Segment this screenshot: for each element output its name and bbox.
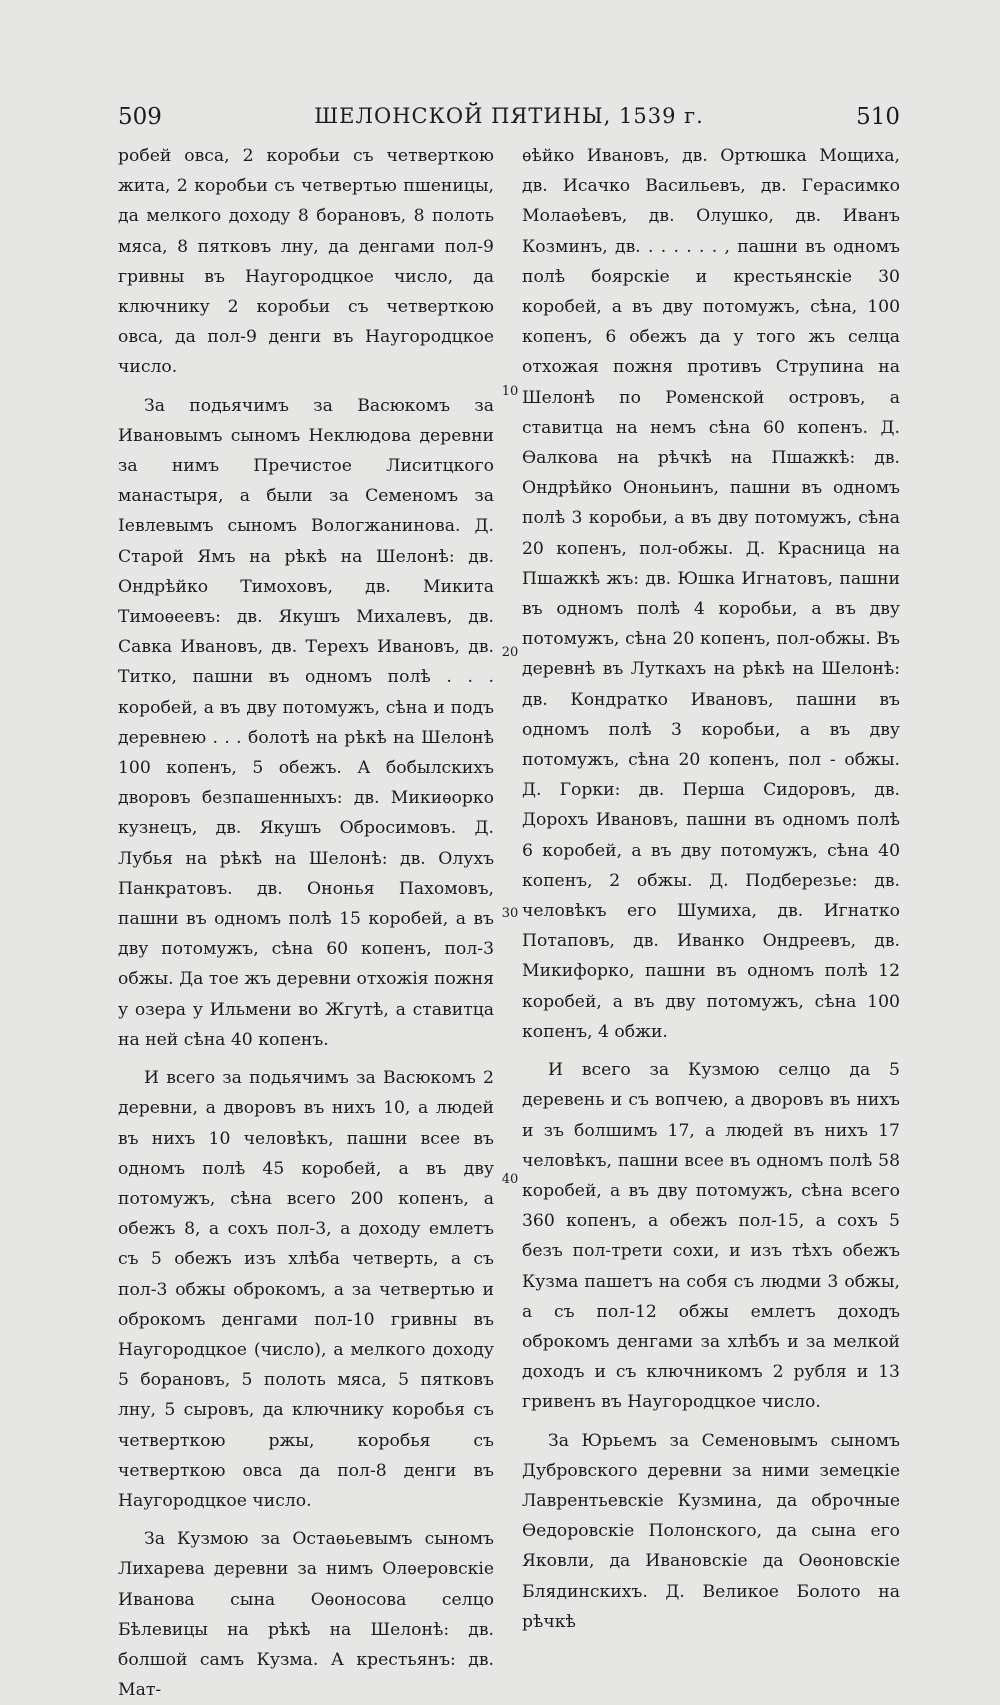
page-number-left: 509 — [118, 104, 162, 130]
paragraph: ѳѣйко Ивановъ, дв. Ортюшка Мощиха, дв. Исачко Васильевъ, дв. Герасимко Молаѳѣевъ, дв. Олушко, дв. Иванъ Козминъ, дв. . . . . . . , пашни въ одномъ полѣ боярскіе и крестьянскіе 30 коробей, а въ дву потомужъ, сѣна, 100 копенъ, 6 обежъ да у того жъ селца отхожая пожня противъ Струпина на Шелонѣ по Роменской островъ, а ставитца на немъ сѣна 60 копенъ. Д. Ѳалкова на рѣчкѣ на Пшажкѣ: дв. Ондрѣйко Ононьинъ, пашни въ одномъ полѣ 3 коробьи, а въ дву потомужъ, сѣна 20 копенъ, пол-обжы. Д. Красница на Пшажкѣ жъ: дв. Юшка Игнатовъ, пашни въ одномъ полѣ 4 коробьи, а въ дву потомужъ, сѣна 20 копенъ, пол-обжы. Въ деревнѣ въ Луткахъ на рѣкѣ на Шелонѣ: дв. Кондратко Ивановъ, пашни въ одномъ полѣ 3 коробьи, а въ дву потомужъ, сѣна 20 копенъ, пол - обжы. Д. Горки: дв. Перша Сидоровъ, дв. Дорохъ Ивановъ, пашни въ одномъ полѣ 6 коробей, а въ дву потомужъ, сѣна 40 копенъ, 2 обжы. Д. Подберезье: дв. человѣкъ его Шумиха, дв. Игнатко Потаповъ, дв. Иванко Ондреевъ, дв. Микифорко, пашни въ одномъ полѣ 12 коробей, а въ дву потомужъ, сѣна 100 копенъ, 4 обжи. — [522, 146, 900, 1042]
page-number-right: 510 — [856, 104, 900, 130]
running-title: ШЕЛОНСКОЙ ПЯТИНЫ, 1539 г. — [314, 104, 704, 128]
paragraph: За подьячимъ за Васюкомъ за Ивановымъ сыномъ Неклюдова деревни за нимъ Пречистое Лиситцкого манастыря, а были за Семеномъ за Іевлевымъ сыномъ Вологжанинова. Д. Старой Ямъ на рѣкѣ на Шелонѣ: дв. Ондрѣйко Тимоховъ, дв. Микита Тимоѳеевъ: дв. Якушъ Михалевъ, дв. Савка Ивановъ, дв. Терехъ Ивановъ, дв. Титко, пашни въ одномъ полѣ . . . коробей, а въ дву потомужъ, сѣна и подъ деревнею . . . болотѣ на рѣкѣ на Шелонѣ 100 копенъ, 5 обежъ. А бобылскихъ дворовъ безпашенныхъ: дв. Микиѳорко кузнецъ, дв. Якушъ Обросимовъ. Д. Лубья на рѣкѣ на Шелонѣ: дв. Олухъ Панкратовъ. дв. Ононья Пахомовъ, пашни въ одномъ полѣ 15 коробей, а въ дву потомужъ, сѣна 60 копенъ, пол-3 обжы. Да тое жъ деревни отхожія пожня у озера у Ильмени во Жгутѣ, а ставитца на ней сѣна 40 копенъ. — [118, 395, 494, 1050]
right-column — [522, 141, 900, 1632]
line-number: 30 — [501, 906, 519, 921]
line-number: 20 — [501, 645, 519, 660]
paragraph: робей овса, 2 коробьи съ четверткою жита, 2 коробьи съ четвертью пшеницы, да мелкого доходу 8 борановъ, 8 полоть мяса, 8 пятковъ лну, да денгами пол-9 гривны въ Наугородцкое число, да ключнику 2 коробьи съ четверткою овса, да пол-9 денги въ Наугородцкое число. — [118, 146, 494, 378]
paragraph: За Кузмою за Остаѳьевымъ сыномъ Лихарева деревни за нимъ Олѳеровскіе Иванова сына Оѳоносова селцо Бѣлевицы на рѣкѣ на Шелонѣ: дв. болшой самъ Кузма. А крестьянъ: дв. Мат- — [118, 1529, 494, 1701]
left-column — [118, 141, 494, 1701]
paragraph: И всего за подьячимъ за Васюкомъ 2 деревни, а дворовъ въ нихъ 10, а людей въ нихъ 10 человѣкъ, пашни всее въ одномъ полѣ 45 коробей, а въ дву потомужъ, сѣна всего 200 копенъ, а обежъ 8, а сохъ пол-3, а доходу емлетъ съ 5 обежъ изъ хлѣба четверть, а съ пол-3 обжы оброкомъ, а за четвертью и оброкомъ денгами пол-10 гривны въ Наугородцкое (число), а мелкого доходу 5 борановъ, 5 полоть мяса, 5 пятковъ лну, 5 сыровъ, да ключнику коробья съ четверткою ржы, коробья съ четверткою овса да пол-8 денги въ Наугородцкое число. — [118, 1068, 494, 1511]
line-number: 40 — [501, 1172, 519, 1187]
page-header — [118, 104, 900, 138]
paragraph: И всего за Кузмою селцо да 5 деревень и съ вопчею, а дворовъ въ нихъ и зъ болшимъ 17, а людей въ нихъ 17 человѣкъ, пашни всее въ одномъ полѣ 58 коробей, а въ дву потомужъ, сѣна всего 360 копенъ, а обежъ пол-15, а сохъ 5 безъ пол-трети сохи, и изъ тѣхъ обежъ Кузма пашетъ на собя съ людми 3 обжы, а съ пол-12 обжы емлетъ доходъ оброкомъ денгами за хлѣбъ и за мелкой доходъ и съ ключникомъ 2 рубля и 13 гривенъ въ Наугородцкое число. — [522, 1060, 900, 1413]
paragraph: За Юрьемъ за Семеновымъ сыномъ Дубровского деревни за ними земецкіе Лаврентьевскіе Кузмина, да оброчные Ѳедоровскіе Полонского, да сына его Яковли, да Ивановскіе да Оѳоновскіе Блядинскихъ. Д. Великое Болото на рѣчкѣ — [522, 1430, 900, 1632]
line-number: 10 — [501, 384, 519, 399]
